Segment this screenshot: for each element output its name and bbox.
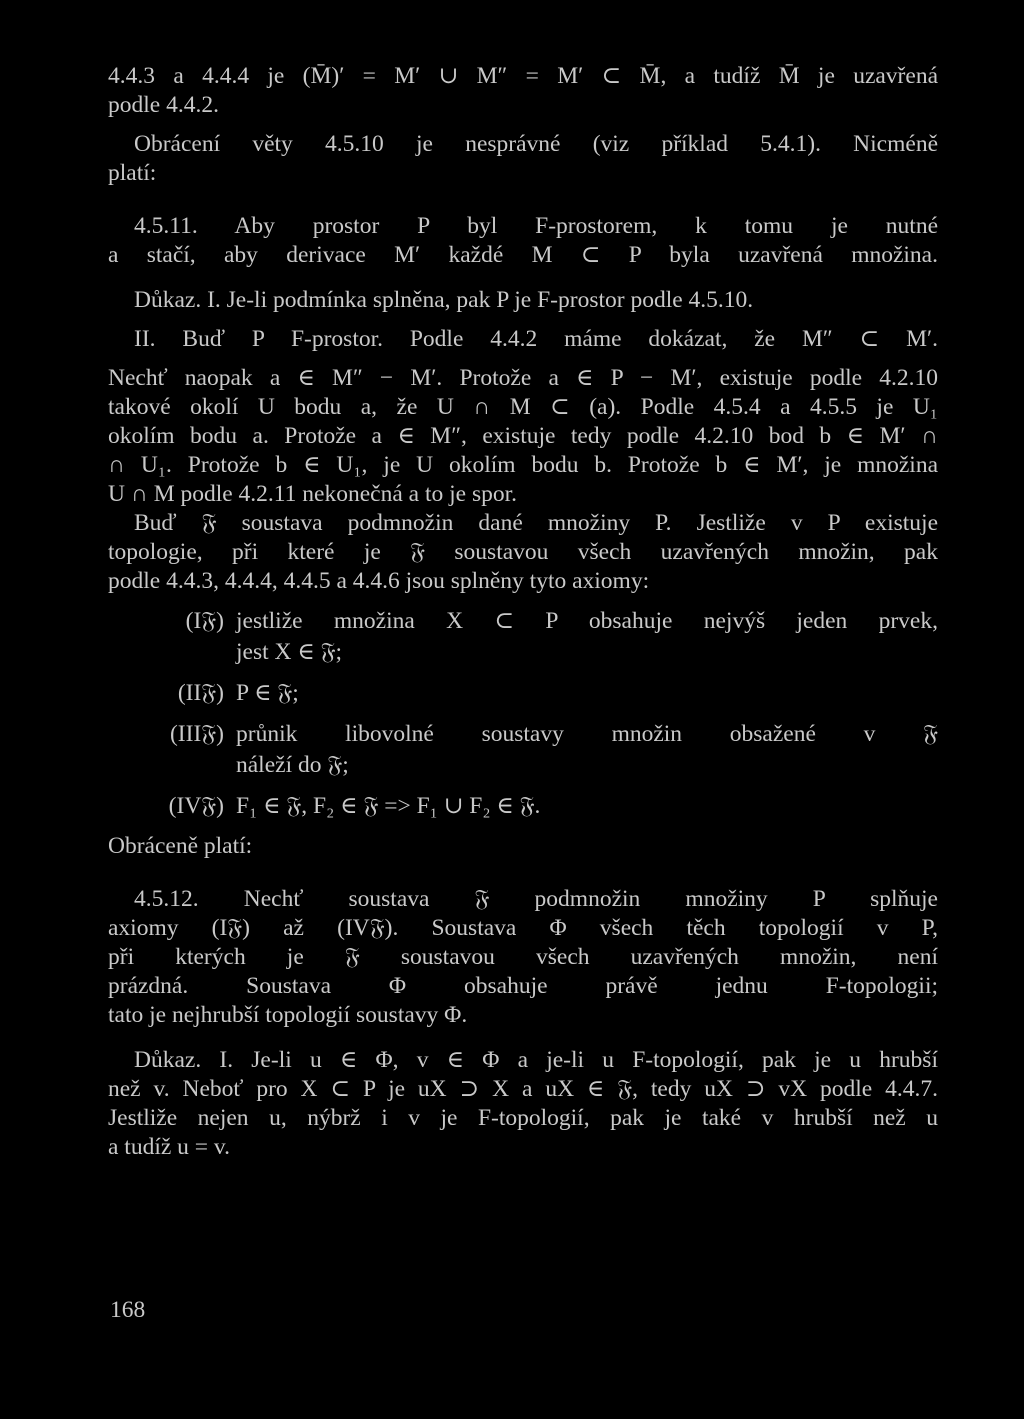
text-line: ∩ U₁. Protože b ∈ U₁, je U okolím bodu b. Protože b ∈ M′, je množina bbox=[108, 452, 938, 478]
text-line: Obráceně platí: bbox=[108, 833, 253, 859]
page-body bbox=[108, 62, 938, 1162]
text-line: 4.5.12. Nechť soustava 𝔉 podmnožin množiny P splňuje bbox=[134, 886, 938, 912]
axiom-4 bbox=[108, 791, 938, 822]
text-line: okolím bodu a. Protože a ∈ M″, existuje tedy podle 4.2.10 bod b ∈ M′ ∩ bbox=[108, 423, 938, 449]
text-line: náleží do 𝔉; bbox=[236, 752, 349, 778]
paragraph-converse bbox=[108, 130, 938, 188]
text-line: Buď 𝔉 soustava podmnožin dané množiny P. Jestliže v P existuje bbox=[134, 510, 938, 536]
text-line: Důkaz. I. Je-li u ∈ Φ, v ∈ Φ a je-li u F-topologií, pak je u hrubší bbox=[134, 1047, 938, 1073]
text-line: a tudíž u = v. bbox=[108, 1134, 231, 1160]
paragraph-intro bbox=[108, 62, 938, 120]
proof-4-5-12 bbox=[108, 1046, 938, 1162]
text-line: jestliže množina X ⊂ P obsahuje nejvýš jeden prvek, bbox=[236, 608, 938, 634]
paragraph-converse-holds bbox=[108, 832, 938, 861]
theorem-4-5-11 bbox=[108, 212, 938, 270]
text-line: II. Buď P F-prostor. Podle 4.4.2 máme dokázat, že M″ ⊂ M′. bbox=[134, 326, 938, 352]
theorem-4-5-12 bbox=[108, 885, 938, 1030]
text-line: než v. Neboť pro X ⊂ P je uX ⊃ X a uX ∈ 𝔉, tedy uX ⊃ vX podle 4.4.7. bbox=[108, 1076, 938, 1102]
paragraph-axioms-intro bbox=[108, 509, 938, 596]
text-line: tato je nejhrubší topologií soustavy Φ. bbox=[108, 1002, 468, 1028]
text-line: Nechť naopak a ∈ M″ − M′. Protože a ∈ P − M′, existuje podle 4.2.10 bbox=[108, 365, 938, 391]
axiom-label: (III𝔉) bbox=[169, 721, 224, 747]
axiom-label: (IV𝔉) bbox=[168, 793, 224, 819]
text-line: axiomy (I𝔉) až (IV𝔉). Soustava Φ všech těch topologií v P, bbox=[108, 915, 938, 941]
text-line: průnik libovolné soustavy množin obsažené v 𝔉 bbox=[236, 721, 938, 747]
text-line: U ∩ M podle 4.2.11 nekonečná a to je spor. bbox=[108, 481, 517, 507]
axiom-1 bbox=[108, 606, 938, 668]
text-line: a stačí, aby derivace M′ každé M ⊂ P byla uzavřená množina. bbox=[108, 242, 938, 268]
text-line: topologie, při které je 𝔉 soustavou všech uzavřených množin, pak bbox=[108, 539, 938, 565]
axiom-2 bbox=[108, 678, 938, 709]
axiom-3 bbox=[108, 719, 938, 781]
text-line: platí: bbox=[108, 160, 157, 186]
text-line: prázdná. Soustava Φ obsahuje právě jednu F-topologii; bbox=[108, 973, 938, 999]
text-line: P ∈ 𝔉; bbox=[236, 680, 299, 706]
axiom-label: (II𝔉) bbox=[177, 680, 224, 706]
text-line: podle 4.4.2. bbox=[108, 92, 219, 118]
text-line: Jestliže nejen u, nýbrž i v je F-topologií, pak je také v hrubší než u bbox=[108, 1105, 938, 1131]
text-line: F₁ ∈ 𝔉, F₂ ∈ 𝔉 => F₁ ∪ F₂ ∈ 𝔉. bbox=[236, 793, 541, 819]
axiom-list bbox=[108, 606, 938, 822]
text-line: podle 4.4.3, 4.4.4, 4.4.5 a 4.4.6 jsou splněny tyto axiomy: bbox=[108, 568, 650, 594]
text-line: 4.4.3 a 4.4.4 je (M̄)′ = M′ ∪ M″ = M′ ⊂ M̄, a tudíž M̄ je uzavřená bbox=[108, 63, 938, 89]
axiom-label: (I𝔉) bbox=[185, 608, 224, 634]
text-line: Důkaz. I. Je-li podmínka splněna, pak P je F-prostor podle 4.5.10. bbox=[134, 287, 754, 313]
text-line: 4.5.11. Aby prostor P byl F-prostorem, k tomu je nutné bbox=[134, 213, 938, 239]
text-line: při kterých je 𝔉 soustavou všech uzavřených množin, není bbox=[108, 944, 938, 970]
proof-4-5-11 bbox=[108, 286, 938, 509]
page-number: 168 bbox=[110, 1297, 146, 1323]
text-line: Obrácení věty 4.5.10 je nesprávné (viz příklad 5.4.1). Nicméně bbox=[134, 131, 938, 157]
text-line: jest X ∈ 𝔉; bbox=[236, 639, 343, 665]
text-line: takové okolí U bodu a, že U ∩ M ⊂ (a). Podle 4.5.4 a 4.5.5 je U₁ bbox=[108, 394, 938, 420]
